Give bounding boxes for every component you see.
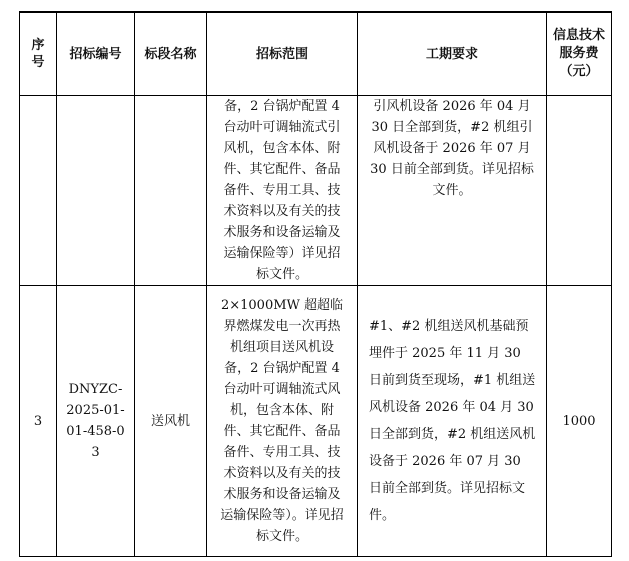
cell-period: 引风机设备 2026 年 04 月 30 日全部到货，#2 机组引风机设备于 2026 年 07 月 30 日前全部到货。详见招标文件。 <box>358 96 547 286</box>
header-period: 工期要求 <box>358 12 547 96</box>
cell-name <box>135 96 207 286</box>
cell-code: DNYZC-2025-01-01-458-03 <box>57 286 135 557</box>
cell-no: 3 <box>20 286 57 557</box>
table-row <box>20 286 612 557</box>
table-header-row <box>20 12 612 96</box>
header-no: 序号 <box>20 12 57 96</box>
cell-scope: 2×1000MW 超超临界燃煤发电一次再热机组项目送风机设备，2 台锅炉配置 4 台动叶可调轴流式风机，包含本体、附件、其它配件、备品备件、专用工具、技术资料以及有关的技术服务和设备运输及运输保险等）。详见招标文件。 <box>207 286 358 557</box>
cell-period: #1、#2 机组送风机基础预埋件于 2025 年 11 月 30 日前到货至现场，#1 机组送风机设备 2026 年 04 月 30 日全部到货，#2 机组送风机设备于 2026 年 07 月 30 日前全部到货。详见招标文件。 <box>358 286 547 557</box>
header-code: 招标编号 <box>57 12 135 96</box>
cell-name: 送风机 <box>135 286 207 557</box>
cell-fee <box>547 96 612 286</box>
header-fee: 信息技术服务费（元） <box>547 12 612 96</box>
cell-fee: 1000 <box>547 286 612 557</box>
table-row <box>20 96 612 286</box>
header-scope: 招标范围 <box>207 12 358 96</box>
cell-no <box>20 96 57 286</box>
header-name: 标段名称 <box>135 12 207 96</box>
tender-table <box>19 11 612 557</box>
cell-code <box>57 96 135 286</box>
cell-scope: 备，2 台锅炉配置 4 台动叶可调轴流式引风机，包含本体、附件、其它配件、备品备件、专用工具、技术资料以及有关的技术服务和设备运输及运输保险等）详见招标文件。 <box>207 96 358 286</box>
